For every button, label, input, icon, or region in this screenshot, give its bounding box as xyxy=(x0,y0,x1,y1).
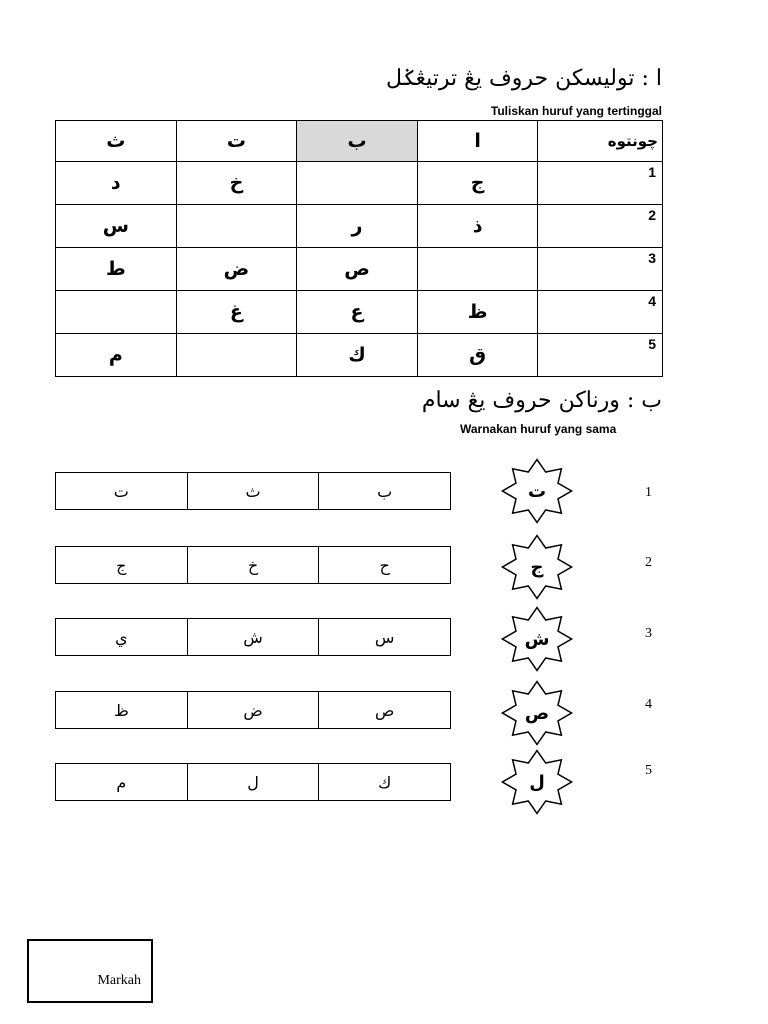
blank-cell[interactable] xyxy=(56,291,177,334)
blank-cell[interactable] xyxy=(417,248,538,291)
letter-choices xyxy=(55,546,451,584)
match-row xyxy=(0,604,768,664)
choice-cell[interactable]: ج xyxy=(116,555,127,575)
star-badge xyxy=(499,534,575,600)
star-letter: ت xyxy=(527,480,547,502)
choice-cell[interactable]: ك xyxy=(318,764,450,800)
choice-cell[interactable]: ي xyxy=(115,627,128,647)
score-label: Markah xyxy=(97,973,141,988)
table-row xyxy=(56,334,663,377)
table-row xyxy=(56,291,663,334)
choice-cell[interactable]: ت xyxy=(113,481,129,501)
section-a-title: ا : توليسكن حروف يڠ ترتيڠݢل xyxy=(385,66,662,91)
choice-cell[interactable]: ث xyxy=(187,473,319,509)
letter-cell: خ xyxy=(176,162,297,205)
choice-cell[interactable]: خ xyxy=(187,547,319,583)
letter-cell: د xyxy=(56,162,177,205)
star-letter: ج xyxy=(530,556,544,578)
letter-cell: س xyxy=(56,205,177,248)
choice-cell[interactable]: ظ xyxy=(113,700,129,720)
choice-cell[interactable]: ش xyxy=(187,619,319,655)
star-letter: ل xyxy=(529,771,545,793)
letter-cell: ص xyxy=(297,248,418,291)
table-header-row xyxy=(56,121,663,162)
header-cell: ت xyxy=(176,121,297,162)
row-number: 4 xyxy=(645,697,652,712)
section-b-title: ب : ورناكن حروف يڠ سام xyxy=(421,388,662,413)
letter-cell: ر xyxy=(297,205,418,248)
letter-cell: ق xyxy=(417,334,538,377)
star-badge xyxy=(499,458,575,524)
star-badge xyxy=(499,749,575,815)
table-row xyxy=(56,205,663,248)
star-badge xyxy=(499,680,575,746)
letter-choices xyxy=(55,691,451,729)
row-number: 4 xyxy=(538,291,663,334)
missing-letters-table xyxy=(55,120,663,377)
row-number: 3 xyxy=(538,248,663,291)
match-row xyxy=(0,532,768,592)
star-letter: ش xyxy=(524,628,550,650)
blank-cell[interactable] xyxy=(176,205,297,248)
match-row xyxy=(0,677,768,737)
score-box[interactable] xyxy=(27,939,153,1003)
row-number: 5 xyxy=(538,334,663,377)
letter-cell: ك xyxy=(297,334,418,377)
header-cell: ث xyxy=(56,121,177,162)
header-cell: ا xyxy=(417,121,538,162)
row-number: 5 xyxy=(645,763,652,778)
blank-cell[interactable] xyxy=(297,162,418,205)
match-row xyxy=(0,458,768,518)
table-row xyxy=(56,162,663,205)
letter-choices xyxy=(55,472,451,510)
choice-cell[interactable]: م xyxy=(116,772,127,792)
letter-cell: ظ xyxy=(417,291,538,334)
letter-cell: ض xyxy=(176,248,297,291)
star-badge xyxy=(499,606,575,672)
choice-cell[interactable]: ب xyxy=(318,473,450,509)
match-row xyxy=(0,749,768,809)
choice-cell[interactable]: ح xyxy=(318,547,450,583)
row-number: 2 xyxy=(538,205,663,248)
example-label: چونتوه xyxy=(538,121,663,162)
table-row xyxy=(56,248,663,291)
row-number: 1 xyxy=(538,162,663,205)
choice-cell[interactable]: ل xyxy=(187,764,319,800)
header-cell-highlighted: ب xyxy=(297,121,418,162)
star-letter: ص xyxy=(524,702,550,724)
blank-cell[interactable] xyxy=(176,334,297,377)
choice-cell[interactable]: ص xyxy=(318,692,450,728)
section-b-subtitle: Warnakan huruf yang sama xyxy=(460,422,617,436)
row-number: 2 xyxy=(645,555,652,570)
letter-cell: ع xyxy=(297,291,418,334)
letter-cell: ذ xyxy=(417,205,538,248)
section-a-subtitle: Tuliskan huruf yang tertinggal xyxy=(490,104,662,118)
letter-choices xyxy=(55,763,451,801)
choice-cell[interactable]: س xyxy=(318,619,450,655)
letter-cell: ط xyxy=(56,248,177,291)
letter-cell: م xyxy=(56,334,177,377)
row-number: 3 xyxy=(645,626,652,641)
letter-choices xyxy=(55,618,451,656)
letter-cell: غ xyxy=(176,291,297,334)
row-number: 1 xyxy=(645,485,652,500)
choice-cell[interactable]: ض xyxy=(187,692,319,728)
letter-cell: ج xyxy=(417,162,538,205)
